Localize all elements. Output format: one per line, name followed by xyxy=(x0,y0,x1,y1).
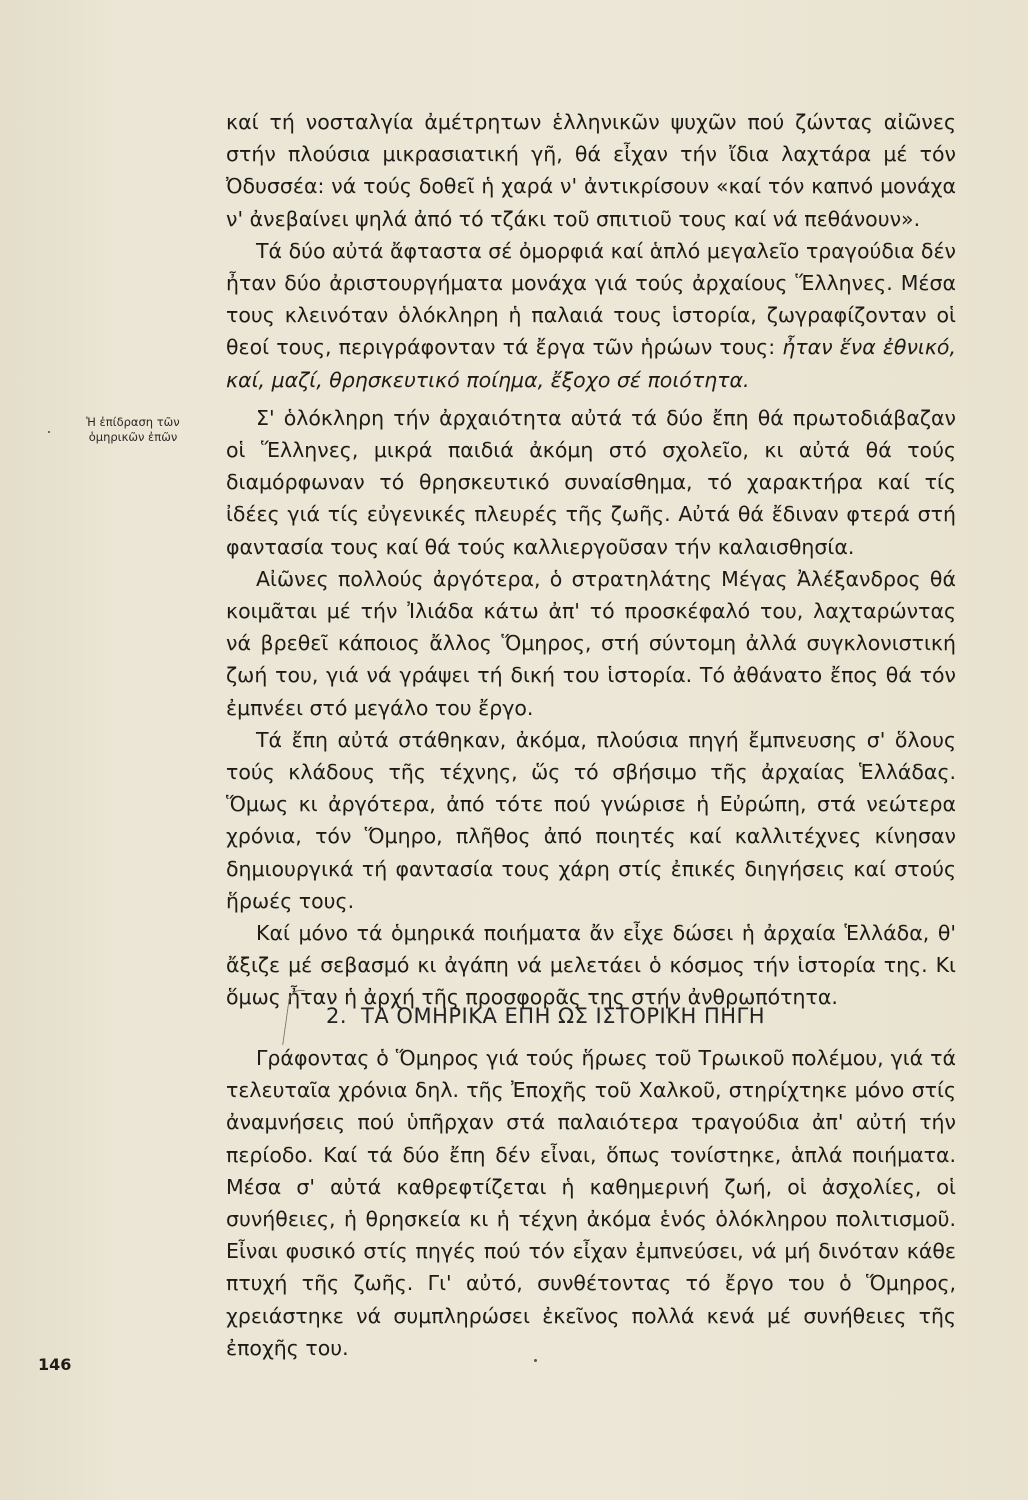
paragraph-4: Αἰῶνες πολλούς ἀργότερα, ὁ στρατηλάτης Μέγας Ἀλέξανδρος θά κοιμᾶται μέ τήν Ἰλιάδα κάτω ἀπ' τό προσκέφαλό του, λαχταρώντας νά βρεθεῖ κάποιος ἄλλος Ὅμηρος, στή σύντομη ἀλλά συγκλονιστική ζωή του, γιά νά γράψει τή δική του ἱστορία. Τό ἀθάνατο ἔπος θά τόν ἐμπνέει στό μεγάλο του ἔργο. xyxy=(226,566,956,720)
margin-note-line-2: ὁμηρικῶν ἐπῶν xyxy=(88,430,178,444)
section-2-text xyxy=(226,1042,956,1364)
page-number: 146 xyxy=(38,1355,72,1374)
section-heading xyxy=(326,1004,765,1028)
paragraph-2-italic: ἦταν ἕνα ἐθνικό, καί, μαζί, θρησκευτικό ποίημα, ἔξοχο σέ ποιότητα. xyxy=(226,335,956,392)
footer-dot xyxy=(534,1359,537,1362)
paragraph-1: καί τή νοσταλγία ἀμέτρητων ἑλληνικῶν ψυχῶν πού ζώντας αἰῶνες στήν πλούσια μικρασιατική γῆ, θά εἶχαν τήν ἴδια λαχτάρα μέ τόν Ὀδυσσέα: νά τούς δοθεῖ ἡ χαρά ν' ἀντικρίσουν «καί τόν καπνό μονάχα ν' ἀνεβαίνει ψηλά ἀπό τό τζάκι τοῦ σπιτιοῦ τους καί νά πεθάνουν». xyxy=(226,110,956,231)
section-1-text xyxy=(226,106,956,1014)
paragraph-2-text: Τά δύο αὐτά ἄφταστα σέ ὀμορφιά καί ἁπλό μεγαλεῖο τραγούδια δέν ἦταν δύο ἀριστουργήματα μονάχα γιά τούς ἀρχαίους Ἕλληνες. Μέσα τους κλεινόταν ὁλόκληρη ἡ παλαιά τους ἱστορία, ζωγραφίζονταν οἱ θεοί τους, περιγράφονταν τά ἔργα τῶν ἡρώων τους: xyxy=(226,238,956,360)
section-title: ΤΑ ΟΜΗΡΙΚΑ ΕΠΗ ΩΣ ΙΣΤΟΡΙΚΗ ΠΗΓΗ xyxy=(361,1004,766,1028)
paragraph-7: Γράφοντας ὁ Ὅμηρος γιά τούς ἥρωες τοῦ Τρωικοῦ πολέμου, γιά τά τελευταῖα χρόνια δηλ. τῆς Ἐποχῆς τοῦ Χαλκοῦ, στηρίχτηκε μόνο στίς ἀναμνήσεις πού ὑπῆρχαν στά παλαιότερα τραγούδια ἀπ' αὐτή τήν περίοδο. Καί τά δύο ἔπη δέν εἶναι, ὅπως τονίστηκε, ἁπλά ποιήματα. Μέσα σ' αὐτά καθρεφτίζεται ἡ καθημερινή ζωή, οἱ ἀσχολίες, οἱ συνήθειες, ἡ θρησκεία κι ἡ τέχνη ἀκόμα ἑνός ὁλόκληρου πολιτισμοῦ. Εἶναι φυσικό στίς πηγές πού τόν εἶχαν ἐμπνεύσει, νά μή δινόταν κάθε πτυχή τῆς ζωῆς. Γι' αὐτό, συνθέτοντας τό ἔργο του ὁ Ὅμηρος, χρειάστηκε νά συμπληρώσει ἐκεῖνος πολλά κενά μέ συνήθειες τῆς ἐποχῆς του. xyxy=(226,1046,956,1360)
margin-note-line-1: Ἡ ἐπίδραση τῶν xyxy=(86,415,180,429)
paragraph-3: Σ' ὁλόκληρη τήν ἀρχαιότητα αὐτά τά δύο ἔπη θά πρωτοδιάβαζαν οἱ Ἕλληνες, μικρά παιδιά ἀκόμη στό σχολεῖο, κι αὐτά θά τούς διαμόρφωναν τό θρησκευτικό συναίσθημα, τό χαρακτήρα καί τίς ἰδέες γιά τίς εὐγενικές πλευρές τῆς ζωῆς. Αὐτά θά ἔδιναν φτερά στή φαντασία τους καί θά τούς καλλιεργοῦσαν τήν καλαισθησία. xyxy=(226,405,956,559)
paragraph-2 xyxy=(226,235,956,396)
margin-dot xyxy=(48,431,50,433)
paragraph-5: Τά ἔπη αὐτά στάθηκαν, ἀκόμα, πλούσια πηγή ἔμπνευσης σ' ὅλους τούς κλάδους τῆς τέχνης, ὥς τό σβήσιμο τῆς ἀρχαίας Ἑλλάδας. Ὅμως κι ἀργότερα, ἀπό τότε πού γνώρισε ἡ Εὐρώπη, στά νεώτερα χρόνια, τόν Ὅμηρο, πλῆθος ἀπό ποιητές καί καλλιτέχνες κίνησαν δημιουργικά τή φαντασία τους χάρη στίς ἐπικές διηγήσεις καί στούς ἥρωές τους. xyxy=(226,727,956,913)
paragraph-6: Καί μόνο τά ὁμηρικά ποιήματα ἄν εἶχε δώσει ἡ ἀρχαία Ἑλλάδα, θ' ἄξιζε μέ σεβασμό κι ἀγάπη νά μελετάει ὁ κόσμος τήν ἱστορία της. Κι ὅμως ἦταν ἡ ἀρχή τῆς προσφορᾶς της στήν ἀνθρωπότητα. xyxy=(226,921,956,1010)
margin-note xyxy=(58,415,208,445)
section-number: 2. xyxy=(326,1004,348,1028)
